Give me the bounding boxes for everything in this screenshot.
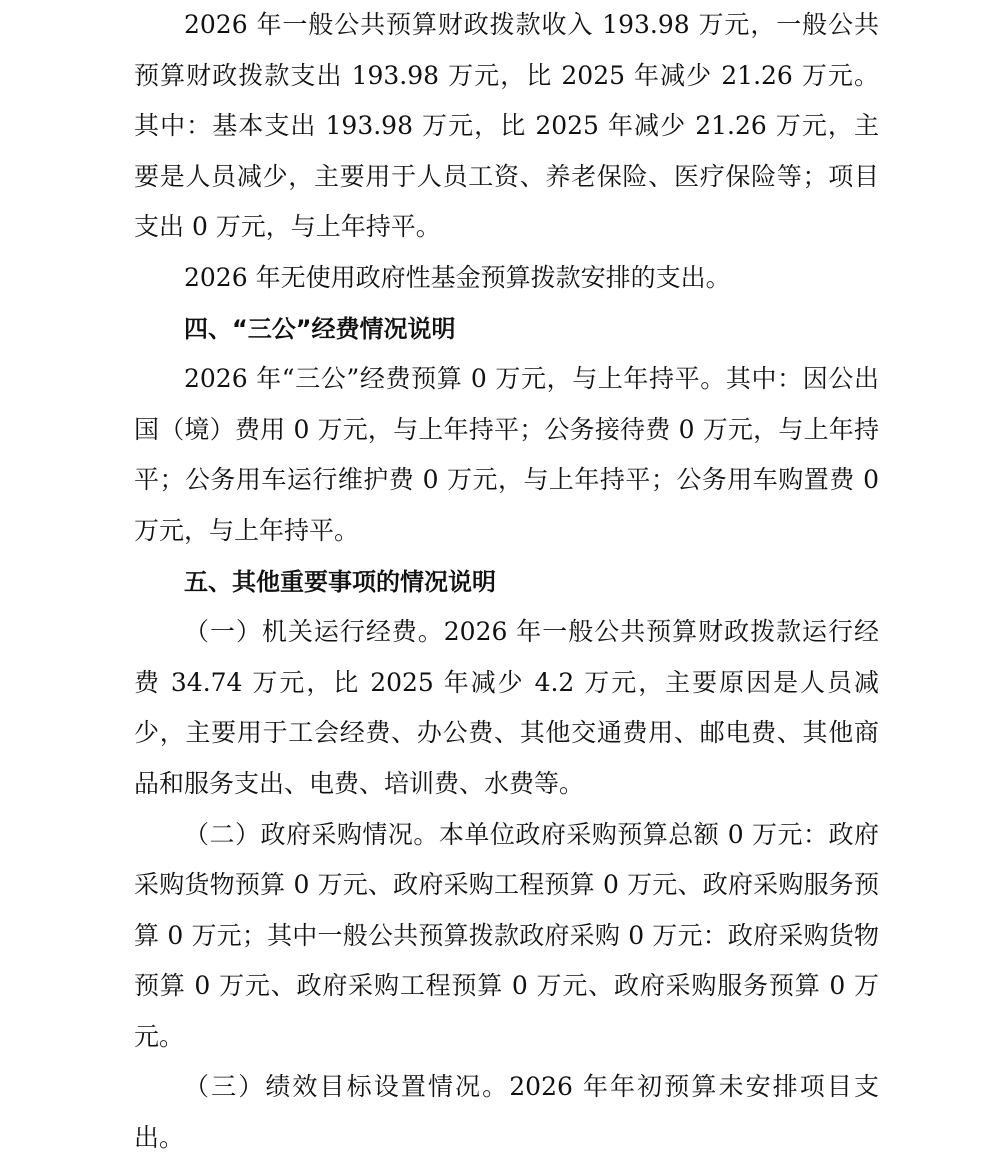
paragraph-budget-intro: 2026 年一般公共预算财政拨款收入 193.98 万元，一般公共预算财政拨款支出 193.98 万元，比 2025 年减少 21.26 万元。其中：基本支出 193.98 万元，比 2025 年减少 21.26 万元，主要是人员减少，主要用于人员工资、养老保险、医疗保险等；项目支出 0 万元，与上年持平。 xyxy=(134,10,879,242)
heading-section-four: 四、“三公”经费情况说明 xyxy=(184,314,456,343)
paragraph-performance-goals: （三）绩效目标设置情况。2026 年年初预算未安排项目支出。 xyxy=(134,1072,879,1153)
heading-section-five: 五、其他重要事项的情况说明 xyxy=(184,567,496,596)
paragraph-agency-operation: （一）机关运行经费。2026 年一般公共预算财政拨款运行经费 34.74 万元，比 2025 年减少 4.2 万元，主要原因是人员减少，主要用于工会经费、办公费、其他交通费用、邮电费、其他商品和服务支出、电费、培训费、水费等。 xyxy=(134,617,879,798)
paragraph-fund-budget: 2026 年无使用政府性基金预算拨款安排的支出。 xyxy=(184,262,731,292)
paragraph-gov-procurement: （二）政府采购情况。本单位政府采购预算总额 0 万元：政府采购货物预算 0 万元、政府采购工程预算 0 万元、政府采购服务预算 0 万元；其中一般公共预算拨款政府采购 0 万元：政府采购货物预算 0 万元、政府采购工程预算 0 万元、政府采购服务预算 0 万元。 xyxy=(134,819,879,1051)
paragraph-three-public-expenses: 2026 年“三公”经费预算 0 万元，与上年持平。其中：因公出国（境）费用 0 万元，与上年持平；公务接待费 0 万元，与上年持平；公务用车运行维护费 0 万元，与上年持平；公务用车购置费 0 万元，与上年持平。 xyxy=(134,364,879,545)
document-page xyxy=(134,0,879,1164)
